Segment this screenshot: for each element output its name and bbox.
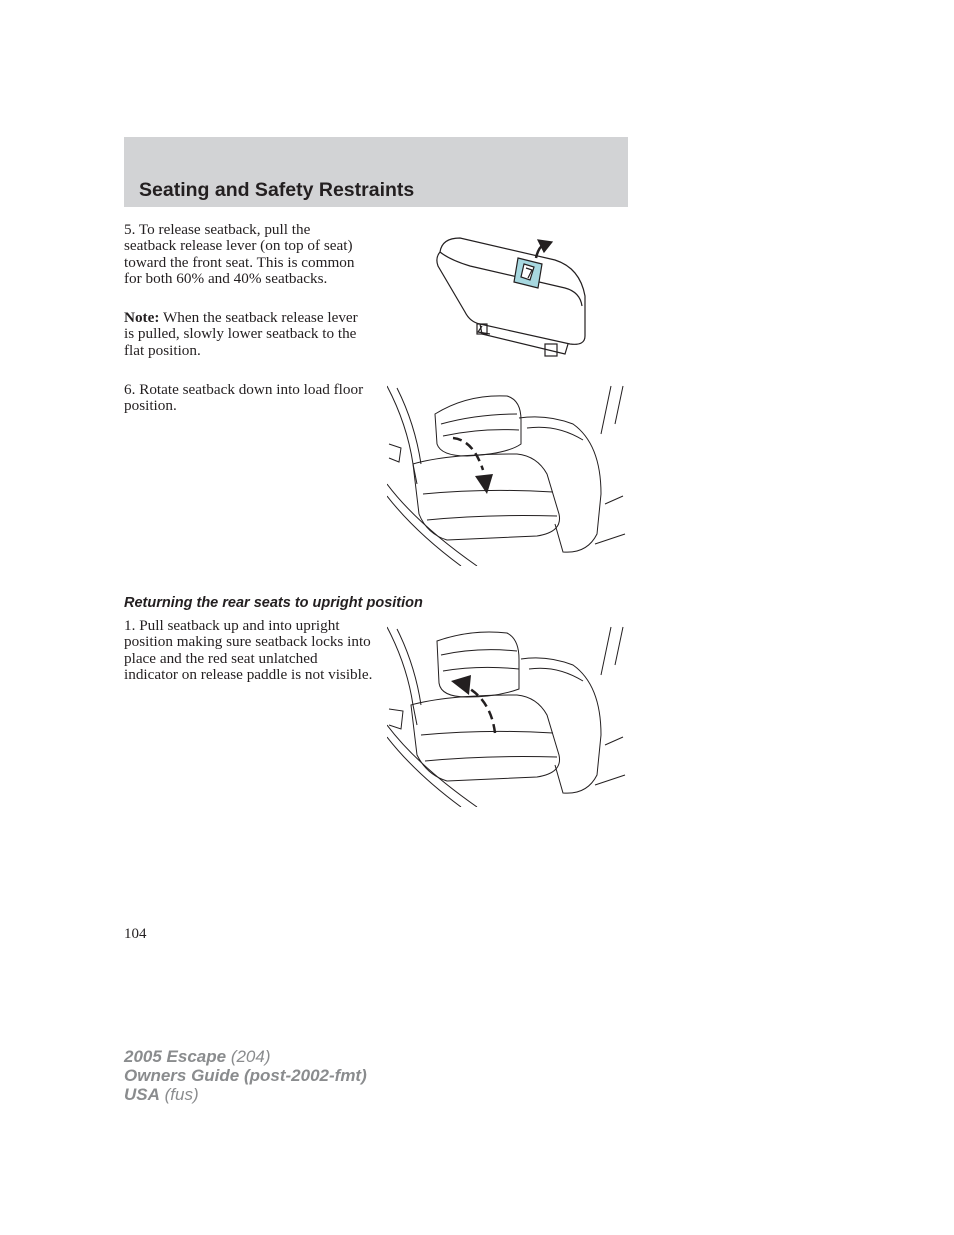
- rotate-up-arrow-icon: [451, 675, 495, 733]
- footer-line-2: Owners Guide (post-2002-fmt): [124, 1066, 367, 1085]
- section-title: Seating and Safety Restraints: [139, 179, 415, 201]
- footer-line-3: USA (fus): [124, 1085, 199, 1104]
- step-5-note: [124, 310, 366, 359]
- section-header-band: [124, 137, 628, 207]
- lever-highlight-icon: [514, 258, 542, 288]
- step-6-text: 6. Rotate seatback down into load floor position.: [124, 381, 364, 415]
- rotate-down-arrow-icon: [453, 438, 493, 494]
- footer-line-1: 2005 Escape (204): [124, 1047, 271, 1066]
- seatback-release-lever-illustration: [430, 236, 600, 364]
- step-5-text: 5. To release seatback, pull the seatback release lever (on top of seat) toward the front seat. This is common for both 60% and 40% seatbacks.: [124, 221, 355, 287]
- note-text: When the seatback release lever is pulled, slowly lower seatback to the flat position.: [124, 309, 358, 359]
- seatback-fold-down-illustration: [387, 384, 629, 566]
- seatback-pull-up-illustration: [387, 625, 629, 807]
- pull-arrow-icon: [536, 240, 552, 258]
- document-footer: [124, 1047, 367, 1104]
- returning-seats-heading: Returning the rear seats to upright position: [124, 595, 423, 611]
- note-label: Note:: [124, 309, 160, 326]
- returning-step-1-text: 1. Pull seatback up and into upright position making sure seatback locks into place and the red seat unlatched indicator on release paddle is not visible.: [124, 617, 373, 683]
- page-number: 104: [124, 926, 147, 942]
